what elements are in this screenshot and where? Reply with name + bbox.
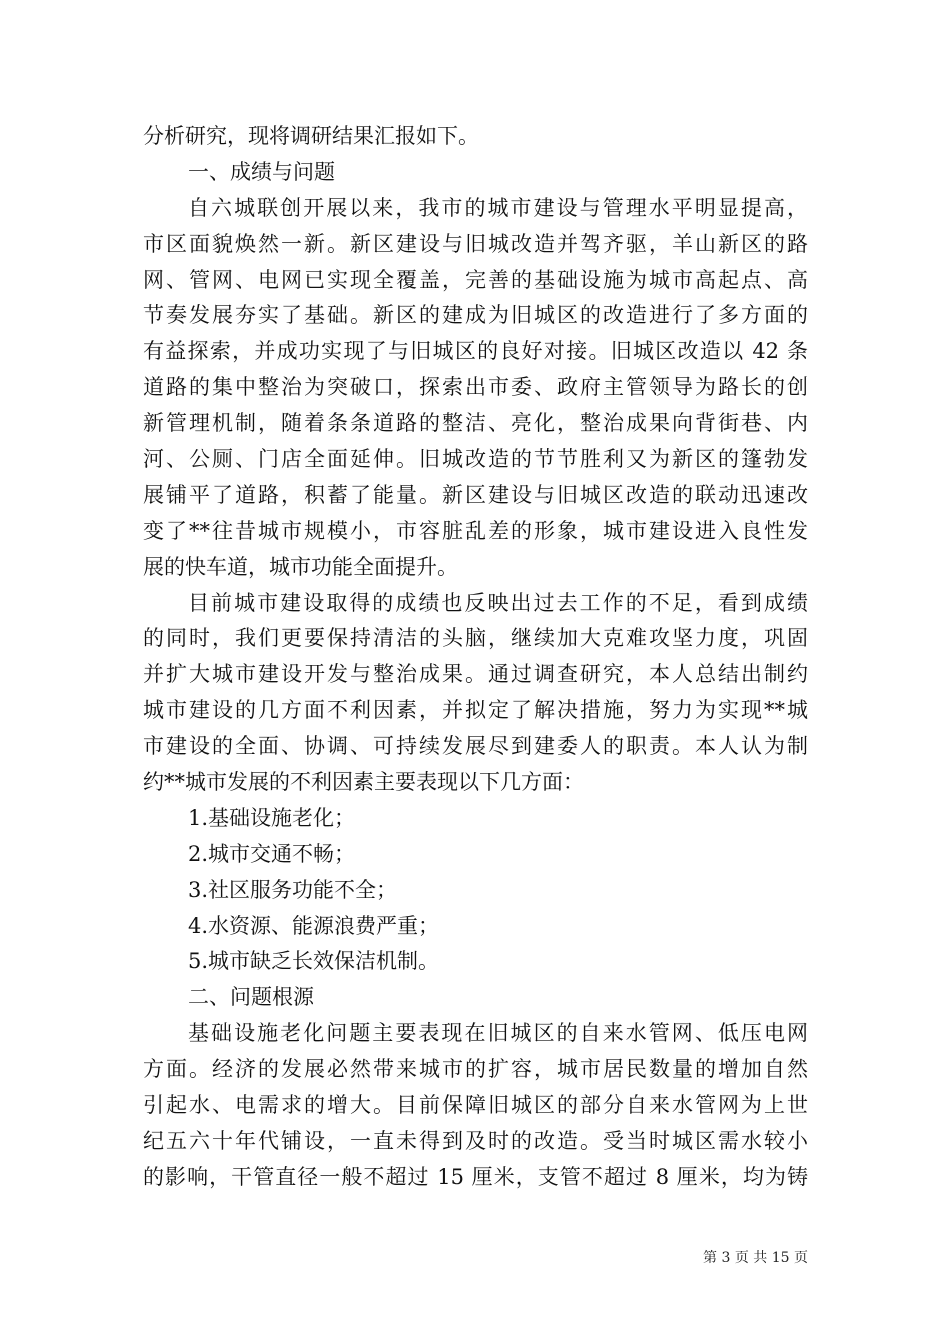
text-line: 市区面貌焕然一新。新区建设与旧城改造并驾齐驱，羊山新区的路 xyxy=(143,231,808,256)
list-item: 1.基础设施老化； xyxy=(188,805,356,830)
section-heading: 二、问题根源 xyxy=(188,985,314,1010)
text-line: 变了**往昔城市规模小，市容脏乱差的形象，城市建设进入良性发 xyxy=(143,518,808,543)
text-line: 约**城市发展的不利因素主要表现以下几方面： xyxy=(143,770,584,795)
text-line: 分析研究，现将调研结果汇报如下。 xyxy=(143,124,479,148)
text-line: 基础设施老化问题主要表现在旧城区的自来水管网、低压电网 xyxy=(188,1021,808,1046)
text-line: 目前城市建设取得的成绩也反映出过去工作的不足，看到成绩 xyxy=(188,590,808,615)
text-line: 节奏发展夯实了基础。新区的建成为旧城区的改造进行了多方面的 xyxy=(143,303,808,328)
text-line: 网、管网、电网已实现全覆盖，完善的基础设施为城市高起点、高 xyxy=(143,267,808,292)
text-line: 纪五六十年代铺设，一直未得到及时的改造。受当时城区需水较小 xyxy=(143,1128,808,1153)
text-line: 河、公厕、门店全面延伸。旧城改造的节节胜利又为新区的篷勃发 xyxy=(143,447,808,472)
list-item: 5.城市缺乏长效保洁机制。 xyxy=(188,949,440,974)
page-number: 第 3 页 共 15 页 xyxy=(703,1250,808,1266)
list-item: 2.城市交通不畅； xyxy=(188,841,356,866)
text-line: 新管理机制，随着条条道路的整洁、亮化，整治成果向背街巷、内 xyxy=(143,411,808,436)
list-item: 4.水资源、能源浪费严重； xyxy=(188,913,440,938)
document-body xyxy=(143,119,808,1196)
text-line: 的同时，我们更要保持清洁的头脑，继续加大克难攻坚力度，巩固 xyxy=(143,626,808,651)
list-item: 3.社区服务功能不全； xyxy=(188,877,398,902)
text-line: 的影响，干管直径一般不超过 15 厘米，支管不超过 8 厘米，均为铸 xyxy=(143,1164,808,1189)
text-line: 自六城联创开展以来，我市的城市建设与管理水平明显提高， xyxy=(188,195,808,220)
text-line: 有益探索，并成功实现了与旧城区的良好对接。旧城区改造以 42 条 xyxy=(143,339,808,364)
text-line: 道路的集中整治为突破口，探索出市委、政府主管领导为路长的创 xyxy=(143,375,808,400)
text-line: 方面。经济的发展必然带来城市的扩容，城市居民数量的增加自然 xyxy=(143,1057,808,1082)
section-heading: 一、成绩与问题 xyxy=(188,159,335,184)
text-line: 城市建设的几方面不利因素，并拟定了解决措施，努力为实现**城 xyxy=(143,698,808,723)
text-line: 市建设的全面、协调、可持续发展尽到建委人的职责。本人认为制 xyxy=(143,734,808,759)
text-line: 展铺平了道路，积蓄了能量。新区建设与旧城区改造的联动迅速改 xyxy=(143,482,808,507)
text-line: 引起水、电需求的增大。目前保障旧城区的部分自来水管网为上世 xyxy=(143,1093,808,1118)
text-line: 展的快车道，城市功能全面提升。 xyxy=(143,554,458,579)
text-line: 并扩大城市建设开发与整治成果。通过调查研究，本人总结出制约 xyxy=(143,662,808,687)
